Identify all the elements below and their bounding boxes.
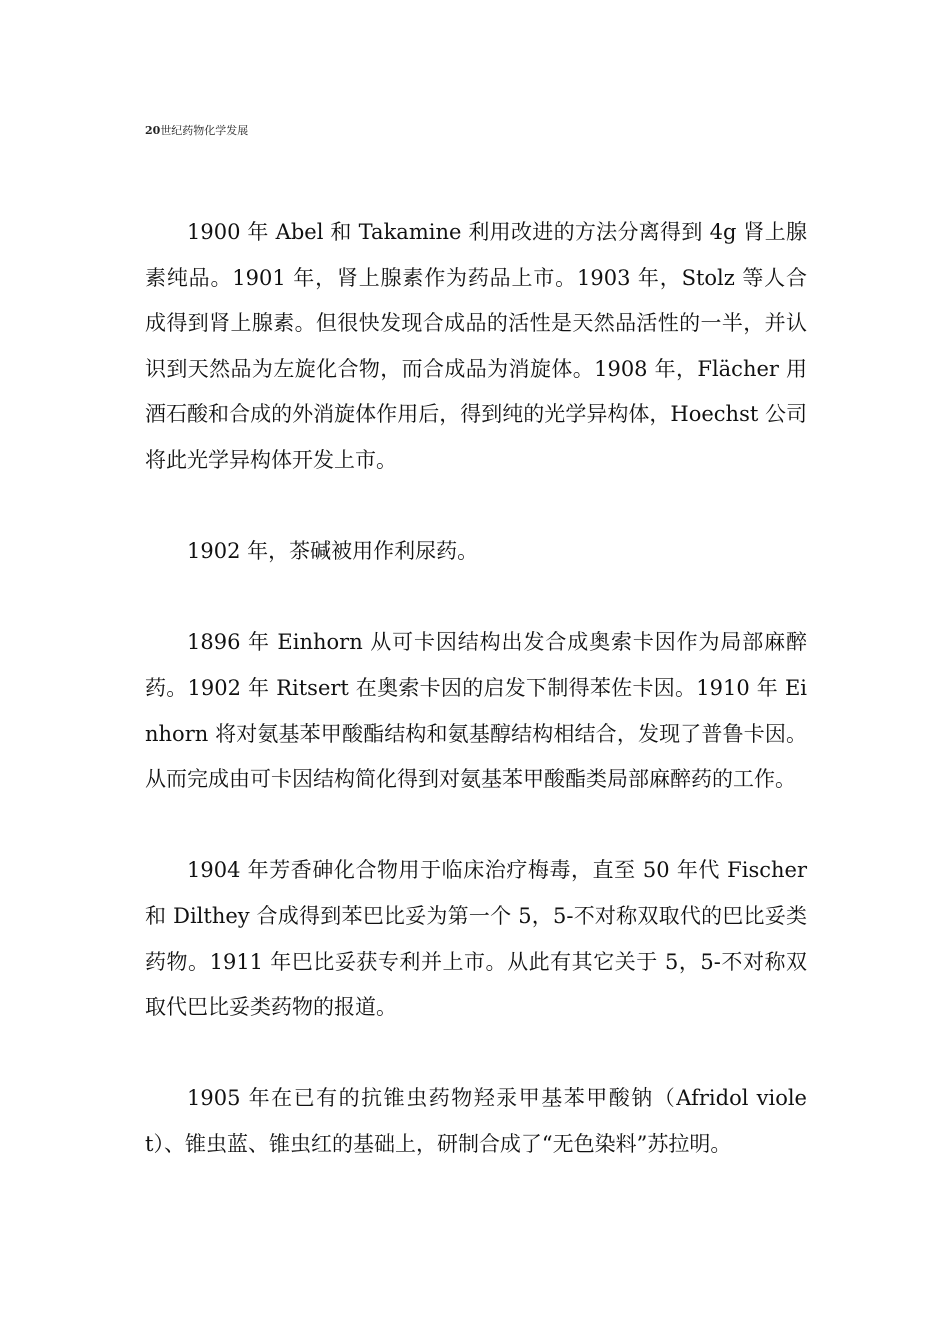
paragraph-suramin: 1905 年在已有的抗锥虫药物羟汞甲基苯甲酸钠（Afridol violet）、锥虫蓝、锥虫红的基础上，研制合成了“无色染料”苏拉明。 — [145, 1086, 807, 1156]
paragraph-local-anesthetics: 1896 年 Einhorn 从可卡因结构出发合成奥索卡因作为局部麻醉药。1902 年 Ritsert 在奥索卡因的启发下制得苯佐卡因。1910 年 Einhorn 将对氨基苯甲酸酯结构和氨基醇结构相结合，发现了普鲁卡因。从而完成由可卡因结构简化得到对氨基苯甲酸酯类局部麻醉药的工作。 — [145, 630, 807, 792]
header-number: 20 — [145, 124, 161, 137]
header-title: 世纪药物化学发展 — [160, 124, 249, 137]
running-header — [145, 124, 248, 138]
paragraph-barbiturates: 1904 年芳香砷化合物用于临床治疗梅毒，直至 50 年代 Fischer 和 Dilthey 合成得到苯巴比妥为第一个 5，5-不对称双取代的巴比妥类药物。1911 年巴比妥获专利并上市。从此有其它关于 5，5-不对称双取代巴比妥类药物的报道。 — [145, 858, 807, 1020]
paragraph-adrenaline: 1900 年 Abel 和 Takamine 利用改进的方法分离得到 4g 肾上腺素纯品。1901 年，肾上腺素作为药品上市。1903 年，Stolz 等人合成得到肾上腺素。但很快发现合成品的活性是天然品活性的一半，并认识到天然品为左旋化合物，而合成品为消旋体。1908 年，Flächer 用酒石酸和合成的外消旋体作用后，得到纯的光学异构体，Hoechst 公司将此光学异构体开发上市。 — [145, 220, 807, 472]
body-text — [145, 210, 807, 1213]
paragraph-theophylline: 1902 年，茶碱被用作利尿药。 — [187, 539, 479, 564]
